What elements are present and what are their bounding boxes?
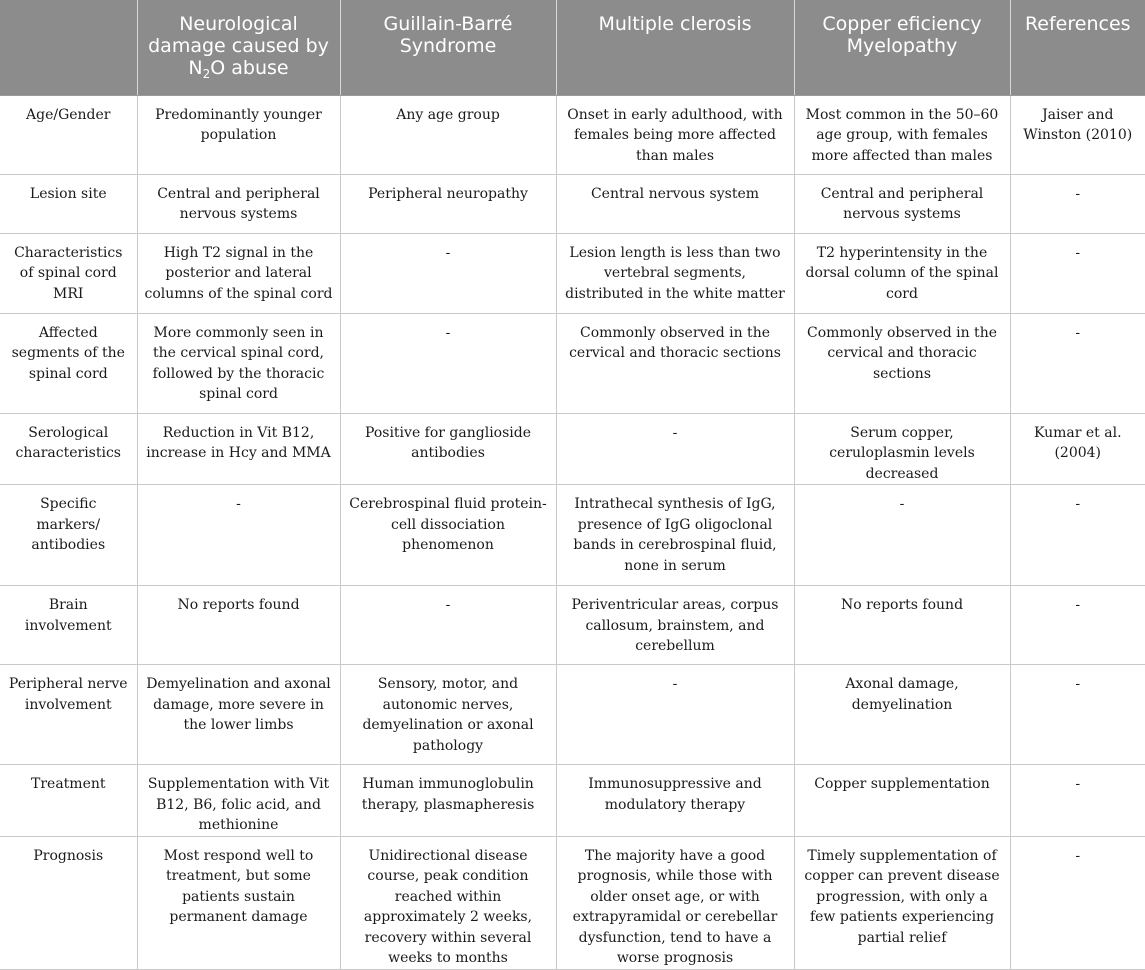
table-cell: Central nervous system <box>556 174 794 233</box>
table-cell: Human immunoglobulin therapy, plasmapheresis <box>340 765 556 837</box>
table-row <box>0 485 1145 586</box>
row-label: Affected segments of the spinal cord <box>0 313 137 413</box>
row-label: Lesion site <box>0 174 137 233</box>
header-n2o-damage <box>137 0 340 95</box>
table-cell: No reports found <box>794 586 1010 665</box>
table-row <box>0 413 1145 485</box>
header-references: References <box>1010 0 1145 95</box>
table-cell: - <box>340 586 556 665</box>
table-cell: - <box>1010 233 1145 313</box>
table-cell: Positive for ganglioside antibodies <box>340 413 556 485</box>
table-row <box>0 313 1145 413</box>
row-label: Peripheral nerve involvement <box>0 665 137 765</box>
table-cell: Supplementation with Vit B12, B6, folic acid, and methionine <box>137 765 340 837</box>
table-cell: Central and peripheral nervous systems <box>794 174 1010 233</box>
header-n2o-subscript: 2 <box>202 67 211 81</box>
header-row <box>0 0 1145 95</box>
table-cell: - <box>1010 836 1145 969</box>
table-cell: The majority have a good prognosis, while those with older onset age, or with extrapyramidal or cerebellar dysfunction, tend to have a worse prognosis <box>556 836 794 969</box>
table-cell: Copper supplementation <box>794 765 1010 837</box>
table-cell: Lesion length is less than two vertebral segments, distributed in the white matter <box>556 233 794 313</box>
row-label: Specific markers/ antibodies <box>0 485 137 586</box>
table-cell: Most common in the 50–60 age group, with females more affected than males <box>794 95 1010 174</box>
table-cell: Sensory, motor, and autonomic nerves, demyelination or axonal pathology <box>340 665 556 765</box>
table-cell: - <box>137 485 340 586</box>
table-cell: - <box>1010 485 1145 586</box>
header-n2o-suffix: O abuse <box>210 57 289 79</box>
table-row <box>0 836 1145 969</box>
table-cell: - <box>1010 313 1145 413</box>
table-cell: Onset in early adulthood, with females being more affected than males <box>556 95 794 174</box>
header-empty-cell <box>0 0 137 95</box>
table-cell: - <box>1010 586 1145 665</box>
table-cell: Predominantly younger population <box>137 95 340 174</box>
table-cell: Timely supplementation of copper can prevent disease progression, with only a few patients experiencing partial relief <box>794 836 1010 969</box>
table-cell: Central and peripheral nervous systems <box>137 174 340 233</box>
table-cell: - <box>1010 665 1145 765</box>
table-cell: More commonly seen in the cervical spinal cord, followed by the thoracic spinal cord <box>137 313 340 413</box>
table-cell: - <box>1010 174 1145 233</box>
table-cell: High T2 signal in the posterior and lateral columns of the spinal cord <box>137 233 340 313</box>
table-cell: - <box>556 665 794 765</box>
row-label: Treatment <box>0 765 137 837</box>
table-cell: Cerebrospinal fluid protein-cell dissociation phenomenon <box>340 485 556 586</box>
row-label: Brain involvement <box>0 586 137 665</box>
table-row <box>0 765 1145 837</box>
table-row <box>0 174 1145 233</box>
table-row <box>0 586 1145 665</box>
table-body <box>0 95 1145 969</box>
header-n2o-text: Neurological damage caused by N <box>148 13 329 79</box>
header-copper-deficiency: Copper eficiency Myelopathy <box>794 0 1010 95</box>
table-cell: No reports found <box>137 586 340 665</box>
table-header <box>0 0 1145 95</box>
row-label: Age/Gender <box>0 95 137 174</box>
table-cell: Any age group <box>340 95 556 174</box>
row-label: Prognosis <box>0 836 137 969</box>
table-cell: - <box>340 313 556 413</box>
table-cell: - <box>794 485 1010 586</box>
table-cell: Most respond well to treatment, but some patients sustain permanent damage <box>137 836 340 969</box>
table-cell: Commonly observed in the cervical and thoracic sections <box>794 313 1010 413</box>
row-label: Characteristics of spinal cord MRI <box>0 233 137 313</box>
table-cell: Immunosuppressive and modulatory therapy <box>556 765 794 837</box>
header-guillain-barre: Guillain-Barré Syndrome <box>340 0 556 95</box>
table-row <box>0 233 1145 313</box>
table-cell: - <box>1010 765 1145 837</box>
table-cell: Demyelination and axonal damage, more severe in the lower limbs <box>137 665 340 765</box>
table-cell: Unidirectional disease course, peak condition reached within approximately 2 weeks, recovery within several weeks to months <box>340 836 556 969</box>
table-cell: Jaiser and Winston (2010) <box>1010 95 1145 174</box>
table-cell: Commonly observed in the cervical and thoracic sections <box>556 313 794 413</box>
table-cell: Reduction in Vit B12, increase in Hcy and MMA <box>137 413 340 485</box>
header-multiple-sclerosis: Multiple clerosis <box>556 0 794 95</box>
table-cell: T2 hyperintensity in the dorsal column of the spinal cord <box>794 233 1010 313</box>
table-row <box>0 665 1145 765</box>
table-cell: Kumar et al. (2004) <box>1010 413 1145 485</box>
table-cell: Periventricular areas, corpus callosum, brainstem, and cerebellum <box>556 586 794 665</box>
table-cell: Axonal damage, demyelination <box>794 665 1010 765</box>
table-cell: Serum copper, ceruloplasmin levels decreased <box>794 413 1010 485</box>
table-row <box>0 95 1145 174</box>
table-cell: Peripheral neuropathy <box>340 174 556 233</box>
row-label: Serological characteristics <box>0 413 137 485</box>
table-cell: - <box>340 233 556 313</box>
table-cell: Intrathecal synthesis of IgG, presence of IgG oligoclonal bands in cerebrospinal fluid, none in serum <box>556 485 794 586</box>
table-cell: - <box>556 413 794 485</box>
